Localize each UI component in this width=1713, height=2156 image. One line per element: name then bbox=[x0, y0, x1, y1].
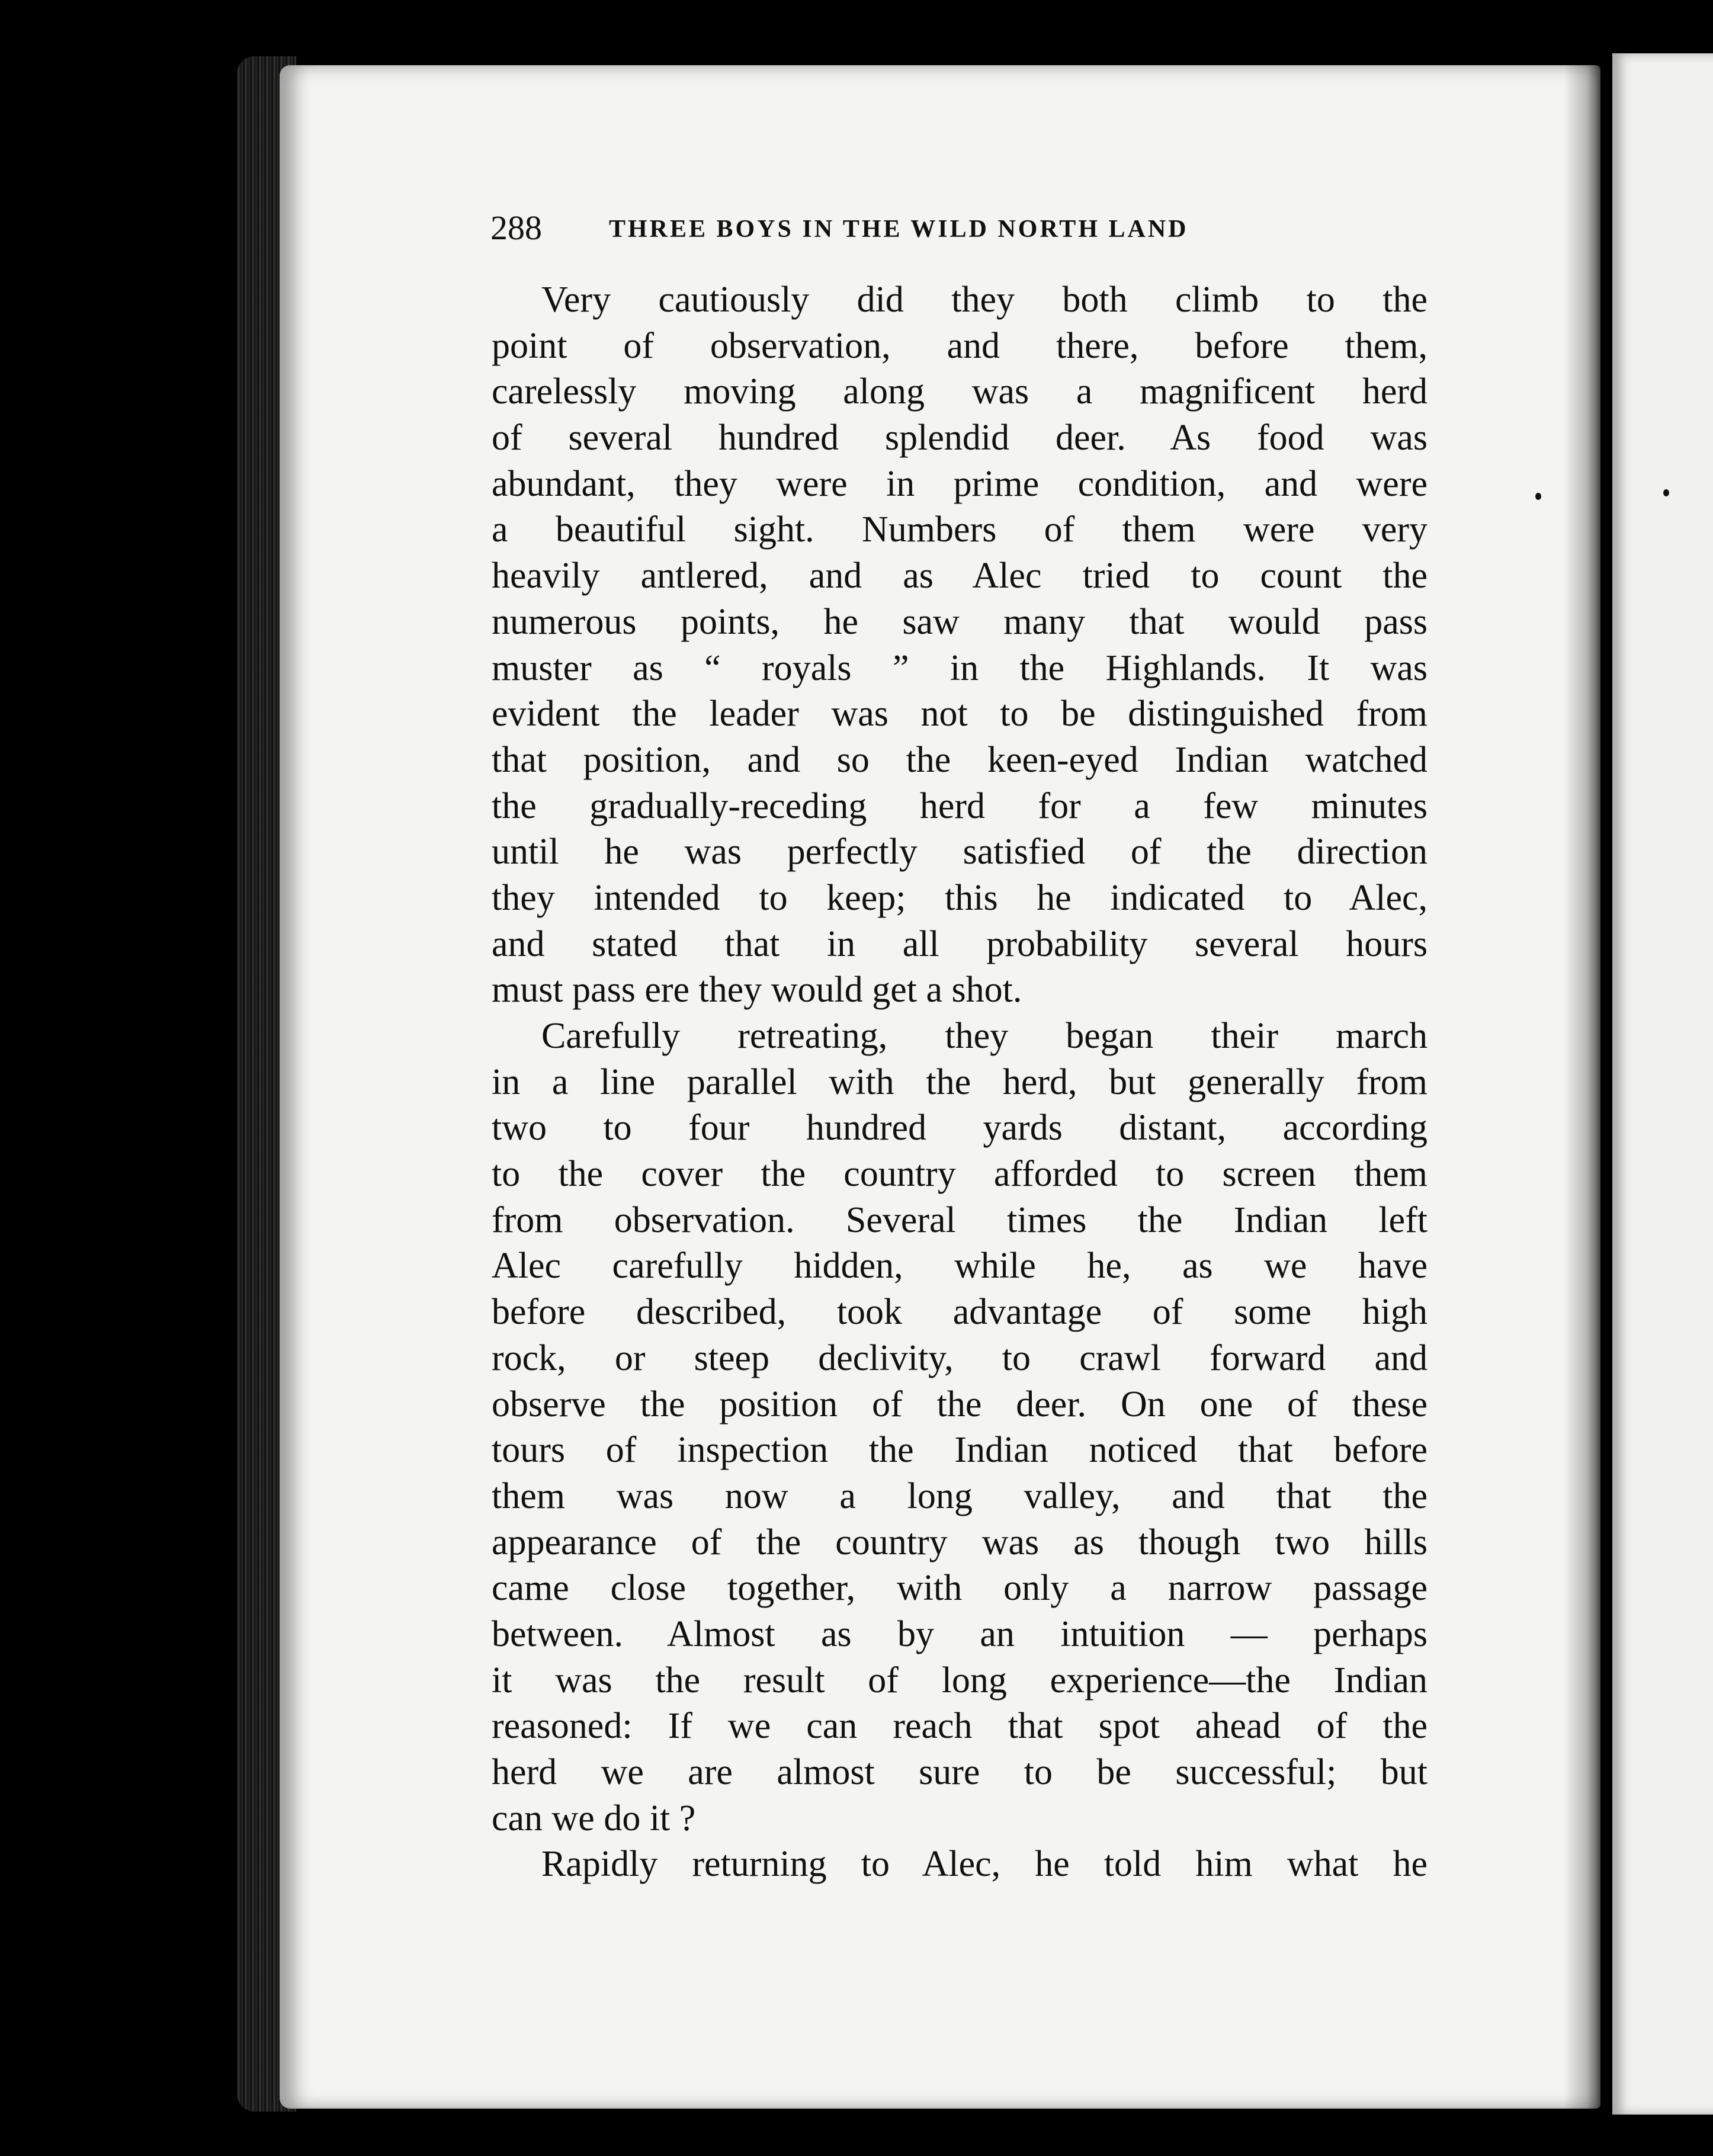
body-text bbox=[492, 277, 1428, 1888]
text-line: in a line parallel with the herd, but generally from bbox=[492, 1061, 1428, 1102]
text-line: to the cover the country afforded to screen them bbox=[492, 1154, 1428, 1195]
text-line: appearance of the country was as though two hills bbox=[492, 1522, 1428, 1563]
text-line: muster as “ royals ” in the Highlands. It was bbox=[492, 647, 1428, 688]
text-line: Rapidly returning to Alec, he told him what he bbox=[541, 1844, 1428, 1885]
text-line: tours of inspection the Indian noticed that before bbox=[492, 1430, 1428, 1471]
text-line: evident the leader was not to be distinguished from bbox=[492, 694, 1428, 734]
text-line: of several hundred splendid deer. As food was bbox=[492, 418, 1428, 458]
text-line: abundant, they were in prime condition, and were bbox=[492, 463, 1428, 504]
text-line: from observation. Several times the Indian left bbox=[492, 1199, 1428, 1240]
text-line: a beautiful sight. Numbers of them were very bbox=[492, 509, 1428, 550]
text-line: Very cautiously did they both climb to the bbox=[541, 280, 1428, 320]
text-line: heavily antlered, and as Alec tried to count the bbox=[492, 556, 1428, 596]
text-line: the gradually-receding herd for a few minutes bbox=[492, 785, 1428, 826]
text-line: before described, took advantage of some high bbox=[492, 1292, 1428, 1333]
text-line: must pass ere they would get a shot. bbox=[492, 970, 1022, 1010]
text-line: herd we are almost sure to be successful; but bbox=[492, 1752, 1428, 1792]
text-line: two to four hundred yards distant, according bbox=[492, 1108, 1428, 1148]
speck-mark bbox=[1535, 493, 1541, 500]
text-line: Carefully retreating, they began their march bbox=[541, 1016, 1428, 1056]
text-line: observe the position of the deer. On one of these bbox=[492, 1384, 1428, 1424]
text-line: and stated that in all probability several hours bbox=[492, 923, 1428, 964]
text-line: reasoned: If we can reach that spot ahead of the bbox=[492, 1706, 1428, 1747]
text-line: carelessly moving along was a magnificent herd bbox=[492, 371, 1428, 412]
page-header bbox=[490, 207, 1320, 249]
speck-mark bbox=[1663, 489, 1669, 496]
text-line: them was now a long valley, and that the bbox=[492, 1475, 1428, 1516]
page-gutter-shadow bbox=[1564, 65, 1605, 2109]
text-line: can we do it ? bbox=[492, 1798, 696, 1839]
running-head: THREE BOYS IN THE WILD NORTH LAND bbox=[609, 216, 1189, 243]
text-line: rock, or steep declivity, to crawl forward and bbox=[492, 1337, 1428, 1378]
text-line: point of observation, and there, before them, bbox=[492, 325, 1428, 366]
text-line: that position, and so the keen-eyed Indian watched bbox=[492, 739, 1428, 780]
text-line: Alec carefully hidden, while he, as we have bbox=[492, 1246, 1428, 1286]
text-line: came close together, with only a narrow passage bbox=[492, 1568, 1428, 1609]
text-line: they intended to keep; this he indicated to Alec, bbox=[492, 877, 1428, 918]
text-line: numerous points, he saw many that would pass bbox=[492, 601, 1428, 642]
text-line: it was the result of long experience—the Indian bbox=[492, 1660, 1428, 1701]
text-line: between. Almost as by an intuition — perhaps bbox=[492, 1613, 1428, 1654]
facing-page-edge bbox=[1606, 53, 1713, 2115]
text-line: until he was perfectly satisfied of the direction bbox=[492, 832, 1428, 872]
page-number: 288 bbox=[490, 208, 542, 247]
